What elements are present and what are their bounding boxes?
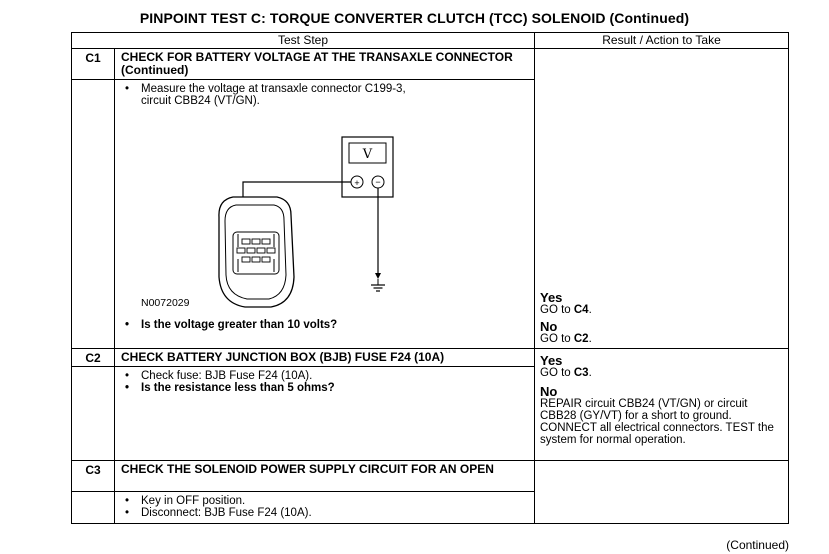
probe-tip-icon [375,273,381,279]
question-c2: • Is the resistance less than 5 ohms? [121,382,528,394]
step-number-c2-blank [72,367,115,461]
negative-terminal-label: − [375,177,381,187]
step-number-c1: C1 [72,49,115,80]
link-c4[interactable]: C4 [573,304,589,316]
voltmeter-diagram [121,107,528,319]
voltmeter-symbol: V [362,147,373,162]
column-header-test-step: Test Step [72,33,535,49]
step-heading-c2: CHECK BATTERY JUNCTION BOX (BJB) FUSE F24 (10A) [115,349,535,367]
answer-yes-c2: Yes [540,353,563,368]
answer-yes-c1: Yes [540,290,563,305]
positive-terminal-label: + [354,178,360,188]
result-cell-c3 [535,461,789,524]
circuit-figure-svg [121,107,531,319]
action-yes-c1: GO to C4. [540,304,592,316]
column-header-result: Result / Action to Take [535,33,789,49]
action-yes-c2: GO to C3. [540,367,592,379]
step-body-c1 [115,80,535,349]
question-c1: • Is the voltage greater than 10 volts? [121,319,528,331]
step-heading-c1: CHECK FOR BATTERY VOLTAGE AT THE TRANSAXLE CONNECTOR (Continued) [115,49,535,80]
step-body-c2 [115,367,535,461]
step-c1-heading-row [72,49,789,80]
bullet-c1-measure: • Measure the voltage at transaxle connector C199-3, circuit CBB24 (VT/GN). [121,83,528,107]
answer-no-c2: No [540,384,558,399]
step-number-c1-blank [72,80,115,349]
step-c3-heading-row [72,461,789,492]
ground-icon [371,279,385,291]
step-number-c3-blank [72,492,115,524]
figure-id: N0072029 [141,297,190,309]
action-no-c1: GO to C2. [540,333,592,345]
step-body-c3 [115,492,535,524]
step-number-c2: C2 [72,349,115,367]
result-cell-c2 [535,349,789,461]
table-header-row [72,33,789,49]
link-c2[interactable]: C2 [573,333,589,345]
page-title: PINPOINT TEST C: TORQUE CONVERTER CLUTCH (TCC) SOLENOID (Continued) [139,10,690,26]
continued-label: (Continued) [726,538,789,552]
step-c2-heading-row [72,349,789,367]
bullet-c2-check-fuse: • Check fuse: BJB Fuse F24 (10A). [121,370,528,382]
step-number-c3: C3 [72,461,115,492]
answer-no-c1: No [540,319,558,334]
bullet-c3-disconnect: • Disconnect: BJB Fuse F24 (10A). [121,507,528,519]
bullet-c3-key-off: • Key in OFF position. [121,495,528,507]
result-cell-c1 [535,49,789,349]
step-heading-c3: CHECK THE SOLENOID POWER SUPPLY CIRCUIT FOR AN OPEN [115,461,535,492]
transaxle-connector-icon [219,197,294,307]
pinpoint-test-table [71,32,789,524]
action-no-c2: REPAIR circuit CBB24 (VT/GN) or circuit CBB28 (GY/VT) for a short to ground. CONNECT all electrical connectors. TEST the system for normal operation. [540,398,774,446]
link-c3[interactable]: C3 [573,367,589,379]
